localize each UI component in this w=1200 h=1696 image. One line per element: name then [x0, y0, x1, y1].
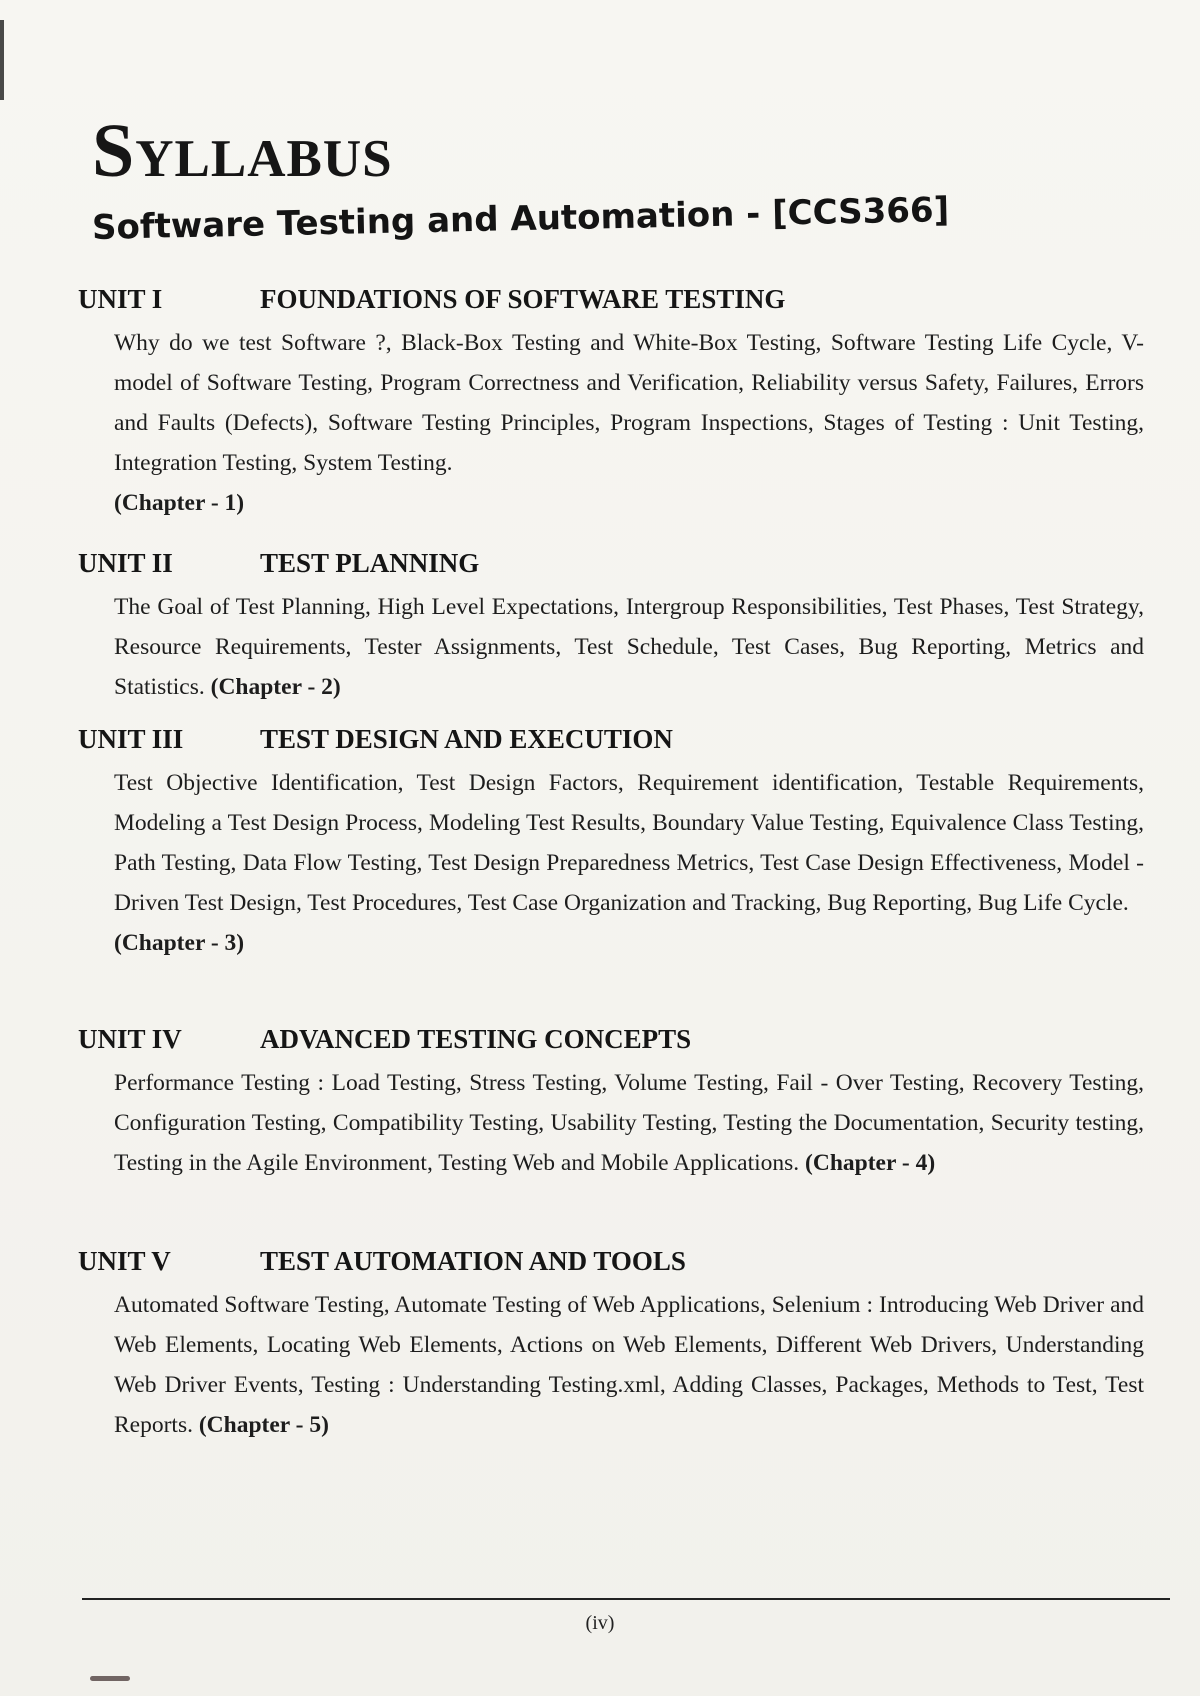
unit-number: UNIT V: [78, 1246, 171, 1276]
chapter-reference: (Chapter - 2): [210, 674, 341, 700]
unit-title: ADVANCED TESTING CONCEPTS: [260, 1024, 692, 1054]
unit-topics: The Goal of Test Planning, High Level Expectations, Intergroup Responsibilities, Test Phases, Test Strategy, Resource Requirements, Tester Assignments, Test Schedule, Test Cases, Bug Reporting, Metrics and Statistics.: [114, 594, 1144, 700]
unit-title: TEST DESIGN AND EXECUTION: [260, 724, 673, 754]
chapter-reference: (Chapter - 5): [198, 1412, 329, 1438]
unit-section: [78, 1024, 1148, 1183]
unit-description: [114, 763, 1144, 963]
unit-number: UNIT III: [78, 724, 184, 754]
unit-title: TEST AUTOMATION AND TOOLS: [260, 1246, 686, 1276]
unit-heading: [78, 724, 1148, 755]
unit-heading: [78, 284, 1148, 315]
unit-number: UNIT II: [78, 548, 173, 578]
page-title: Syllabus: [92, 109, 393, 193]
unit-section: [78, 548, 1148, 707]
unit-number: UNIT I: [78, 284, 163, 314]
unit-description: [114, 323, 1144, 523]
unit-heading: [78, 1024, 1148, 1055]
unit-heading: [78, 548, 1148, 579]
unit-topics: Test Objective Identification, Test Design Factors, Requirement identification, Testable Requirements, Modeling a Test Design Process, Modeling Test Results, Boundary Value Testing, Equivalence Class Testing, Path Testing, Data Flow Testing, Test Design Preparedness Metrics, Test Case Design Effectiveness, Model - Driven Test Design, Test Procedures, Test Case Organization and Tracking, Bug Reporting, Bug Life Cycle.: [114, 770, 1144, 916]
scan-smudge: [90, 1676, 130, 1681]
chapter-reference: (Chapter - 3): [114, 930, 245, 956]
chapter-reference: (Chapter - 1): [114, 490, 245, 516]
unit-title: FOUNDATIONS OF SOFTWARE TESTING: [260, 284, 786, 314]
unit-number: UNIT IV: [78, 1024, 182, 1054]
unit-topics: Automated Software Testing, Automate Testing of Web Applications, Selenium : Introducing Web Driver and Web Elements, Locating Web Elements, Actions on Web Elements, Different Web Drivers, Understanding Web Driver Events, Testing : Understanding Testing.xml, Adding Classes, Packages, Methods to Test, Test Reports.: [114, 1292, 1144, 1438]
unit-topics: Why do we test Software ?, Black-Box Testing and White-Box Testing, Software Testing Life Cycle, V-model of Software Testing, Program Correctness and Verification, Reliability versus Safety, Failures, Errors and Faults (Defects), Software Testing Principles, Program Inspections, Stages of Testing : Unit Testing, Integration Testing, System Testing.: [114, 330, 1144, 476]
unit-description: [114, 1285, 1144, 1445]
unit-topics: Performance Testing : Load Testing, Stress Testing, Volume Testing, Fail - Over Testing, Recovery Testing, Configuration Testing, Compatibility Testing, Usability Testing, Testing the Documentation, Security testing, Testing in the Agile Environment, Testing Web and Mobile Applications.: [114, 1070, 1144, 1176]
unit-title: TEST PLANNING: [260, 548, 480, 578]
unit-heading: [78, 1246, 1148, 1277]
unit-section: [78, 284, 1148, 523]
unit-section: [78, 1246, 1148, 1445]
page-number: (iv): [585, 1612, 615, 1634]
course-subtitle: Software Testing and Automation - [CCS366]: [91, 190, 950, 248]
footer-divider: [82, 1598, 1170, 1600]
unit-description: [114, 587, 1144, 707]
chapter-reference: (Chapter - 4): [805, 1150, 936, 1176]
unit-description: [114, 1063, 1144, 1183]
unit-section: [78, 724, 1148, 963]
page-edge-shadow: [0, 20, 4, 100]
